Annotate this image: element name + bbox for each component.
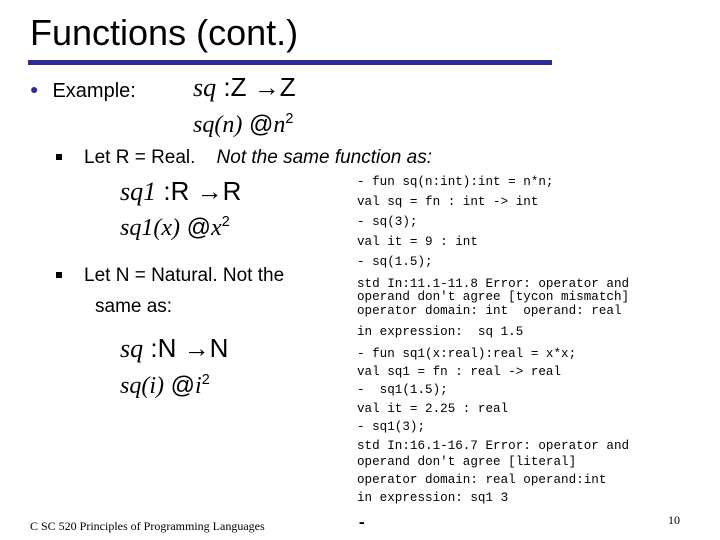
sq-nat-colon: : (150, 333, 158, 363)
sq-nat-domain: N (157, 333, 177, 363)
sq-domain: Z (230, 72, 247, 102)
sq-nat-signature (120, 333, 228, 364)
sq1-domain: R (170, 176, 190, 206)
sq1-name: sq1 (120, 177, 157, 206)
sq-def-lhs: sq(n) (193, 112, 243, 138)
sq-nat-definition (120, 372, 210, 400)
square-bullet-icon (56, 272, 62, 278)
code-line: - sq(3); (357, 215, 418, 229)
title-underline (28, 60, 552, 65)
slide-title: Functions (cont.) (30, 12, 299, 53)
code-line: - sq(1.5); (357, 255, 433, 269)
code-line: - fun sq1(x:real):real = x*x; (357, 347, 577, 361)
code-line: val sq1 = fn : real -> real (357, 365, 562, 379)
sq1-signature (120, 176, 241, 207)
code-line: - sq1(1.5); (357, 383, 448, 397)
sq1-def-maps: @ (186, 214, 212, 241)
code-line: val sq = fn : int -> int (357, 195, 539, 209)
code-line: operand don't agree [literal] (357, 455, 577, 469)
code-line: in expression: sq 1.5 (357, 325, 524, 339)
sq-signature (193, 72, 296, 103)
page-number: 10 (668, 513, 680, 527)
code-dash: - (357, 514, 367, 532)
sq-colon: : (223, 72, 231, 102)
code-line: in expression: sq1 3 (357, 491, 509, 505)
sq-def-maps: @ (249, 111, 274, 138)
sq-nat-def-exp: 2 (201, 372, 210, 388)
sq-codomain: Z (279, 72, 296, 102)
code-line: std In:16.1-16.7 Error: operator and (357, 439, 630, 453)
code-line: val it = 9 : int (357, 235, 478, 249)
sq1-def-lhs: sq1(x) (120, 215, 180, 241)
sq-nat-def-base: i (195, 373, 202, 399)
sq-nat-name: sq (120, 334, 144, 363)
let-natural-text: Let N = Natural. Not the (84, 265, 285, 286)
sq1-definition (120, 214, 230, 242)
sq1-def-base: x (211, 215, 222, 241)
code-line: - sq1(3); (357, 420, 426, 434)
sq1-colon: : (163, 176, 171, 206)
sq1-arrow: → (196, 176, 223, 206)
let-natural-bullet (56, 265, 284, 287)
sq1-codomain: R (222, 176, 242, 206)
sq-nat-def-maps: @ (170, 372, 196, 399)
sq1-def-exp: 2 (221, 214, 230, 230)
footer-course-title: C SC 520 Principles of Programming Languages (30, 519, 265, 533)
sq-definition (193, 111, 293, 139)
example-bullet (30, 80, 136, 103)
sq-nat-codomain: N (209, 333, 229, 363)
not-same-text: Not the same function as: (216, 147, 432, 168)
bullet-dot-icon: ● (30, 81, 39, 97)
square-bullet-icon (56, 154, 62, 160)
let-real-text: Let R = Real. (84, 147, 196, 168)
example-label: Example: (52, 80, 136, 102)
same-as-text: same as: (95, 296, 173, 317)
sq-def-exp: 2 (285, 111, 294, 127)
sq-nat-def-lhs: sq(i) (120, 373, 164, 399)
sq-name: sq (193, 73, 217, 102)
code-line: - fun sq(n:int):int = n*n; (357, 175, 554, 189)
code-line: operand don't agree [tycon mismatch] (357, 290, 630, 304)
sq-arrow: → (253, 72, 280, 102)
code-line: std In:11.1-11.8 Error: operator and (357, 277, 630, 291)
sq-def-base: n (273, 112, 286, 138)
code-line: operator domain: real operand:int (357, 473, 607, 487)
code-line: val it = 2.25 : real (357, 402, 509, 416)
let-real-bullet (56, 147, 432, 169)
sq-nat-arrow: → (183, 333, 210, 363)
code-line: operator domain: int operand: real (357, 304, 622, 318)
